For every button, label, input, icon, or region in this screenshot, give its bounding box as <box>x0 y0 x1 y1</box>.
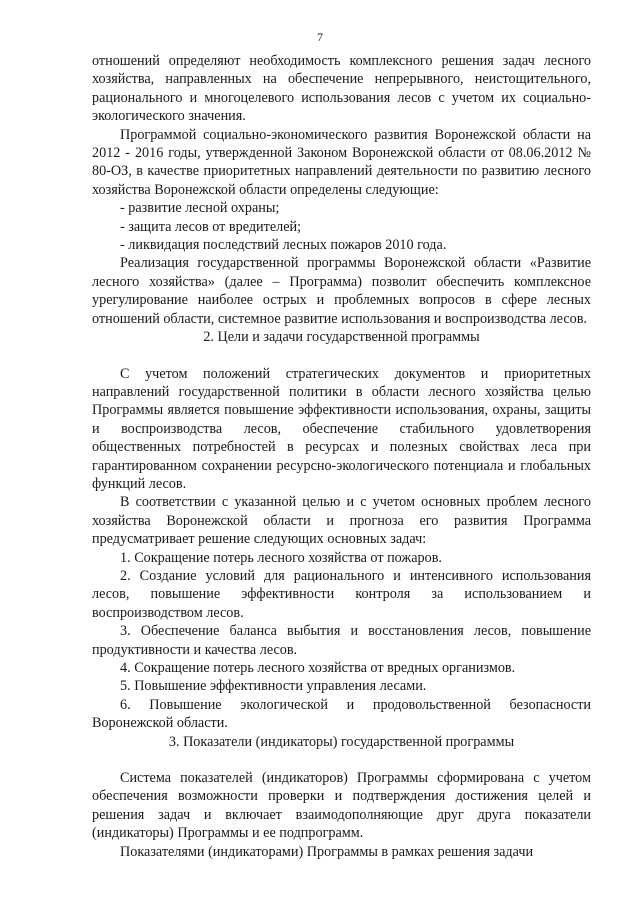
paragraph-program-realization: Реализация государственной программы Воронежской области «Развитие лесного хозяйства» (далее – Программа) позволит обеспечить комплексное урегулирование наиболее острых и проблемных вопросов в сфере лесных отношений области, системное развитие использования и воспроизводства лесов. <box>92 255 591 327</box>
paragraph-tasks-intro: В соответствии с указанной целью и с учетом основных проблем лесного хозяйства Воронежской области и прогноза его развития Программа предусматривает решение следующих основных задач: <box>92 494 591 548</box>
paragraph-indicator-system: Система показателей (индикаторов) Программы сформирована с учетом обеспечения возможности проверки и подтверждения достижения целей и решения задач и включает взаимодополняющие друг друга показатели (индикаторы) Программы и ее подпрограмм. <box>92 770 591 842</box>
paragraph-goal: С учетом положений стратегических документов и приоритетных направлений государственной политики в области лесного хозяйства целью Программы является повышение эффективности использования, охраны, защиты и воспроизводства лесов, обеспечение стабильного удовлетворения общественных потребностей в ресурсах и полезных свойствах леса при гарантированном сохранении ресурсно-экологического потенциала и глобальных функций лесов. <box>92 365 591 492</box>
document-body <box>92 52 591 861</box>
list-item-forest-guard: - развитие лесной охраны; <box>120 200 280 217</box>
task-item-2: 2. Создание условий для рационального и интенсивного использования лесов, повышение эффективности контроля за использованием и воспроизводством лесов. <box>92 567 591 621</box>
page-number: 7 <box>317 30 323 44</box>
paragraph-intro: отношений определяют необходимость комплексного решения задач лесного хозяйства, направленных на обеспечение непрерывного, неистощительного, рационального и многоцелевого использования лесов с учетом их социально-экологического значения. <box>92 53 591 125</box>
list-item-fire-aftermath: - ликвидация последствий лесных пожаров 2010 года. <box>120 237 447 254</box>
task-item-1: 1. Сокращение потерь лесного хозяйства от пожаров. <box>120 549 442 566</box>
section-heading-goals: 2. Цели и задачи государственной программы <box>203 329 480 346</box>
section-heading-indicators: 3. Показатели (индикаторы) государственной программы <box>168 733 515 750</box>
task-item-5: 5. Повышение эффективности управления лесами. <box>120 678 427 695</box>
task-item-6: 6. Повышение экологической и продовольственной безопасности Воронежской области. <box>92 696 591 732</box>
paragraph-indicators-start: Показателями (индикаторами) Программы в рамках решения задачи <box>120 843 534 860</box>
task-item-4: 4. Сокращение потерь лесного хозяйства от вредных организмов. <box>120 660 516 676</box>
paragraph-program-socioeconomic: Программой социально-экономического развития Воронежской области на 2012 - 2016 годы, утвержденной Законом Воронежской области от 08.06.2012 № 80-ОЗ, в качестве приоритетных направлений деятельности по развитию лесного хозяйства Воронежской области определены следующие: <box>92 126 591 198</box>
list-item-pest-protection: - защита лесов от вредителей; <box>120 218 302 235</box>
task-item-3: 3. Обеспечение баланса выбытия и восстановления лесов, повышение продуктивности и качества лесов. <box>92 623 591 658</box>
